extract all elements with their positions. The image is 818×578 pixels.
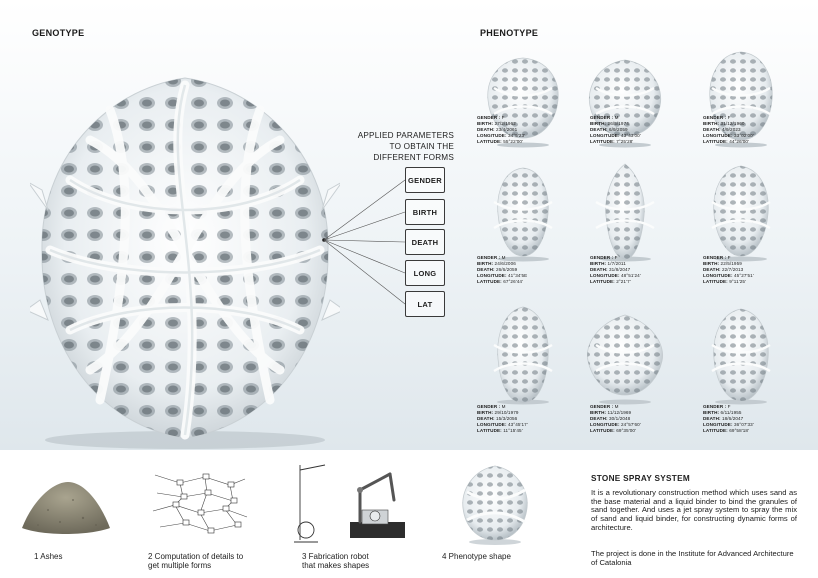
phenotype-4-longitude-value: 41°34'5E bbox=[507, 273, 528, 278]
fabrication-robot-image bbox=[290, 460, 410, 550]
phenotype-9-latitude-value: 69°58'18' bbox=[729, 428, 750, 433]
applied-parameters-caption bbox=[336, 130, 454, 163]
phenotype-1-birth-value: 27/2/1962 bbox=[494, 121, 516, 126]
phenotype-3-death-value: 4/9/2023 bbox=[722, 127, 741, 132]
phenotype-9-gender-value: F bbox=[727, 404, 731, 409]
phenotype-9-longitude-label: LONGITUDE: bbox=[703, 422, 734, 427]
param-box-long: LONG bbox=[405, 260, 445, 286]
phenotype-1-longitude-label: LONGITUDE: bbox=[477, 133, 508, 138]
phenotype-4-latitude-value: 67°26'44' bbox=[503, 279, 524, 284]
phenotype-2-gender-label: GENDER : bbox=[590, 115, 615, 120]
phenotype-6-gender-value: F bbox=[727, 255, 731, 260]
phenotype-5-latitude-value: 2°21'7' bbox=[616, 279, 631, 284]
phenotype-4-gender-value: M bbox=[501, 255, 506, 260]
phenotype-6-gender-label: GENDER : bbox=[703, 255, 728, 260]
step-2-caption bbox=[148, 552, 243, 570]
phenotype-3-latitude-label: LATITUDE: bbox=[703, 139, 730, 144]
param-box-lat: LAT bbox=[405, 291, 445, 317]
phenotype-1-death-value: 23/4/2061 bbox=[496, 127, 518, 132]
phenotype-2-death-label: DEATH: bbox=[590, 127, 609, 132]
phenotype-6-latitude-value: 9°11'25' bbox=[729, 279, 747, 284]
phenotype-9-longitude-value: 36°07'33' bbox=[733, 422, 754, 427]
phenotype-8-longitude-label: LONGITUDE: bbox=[590, 422, 621, 427]
phenotype-3-birth-value: 31/12/1960 bbox=[720, 121, 745, 126]
phenotype-2-death-value: 6/9/2059 bbox=[609, 127, 628, 132]
phenotype-6-latitude-label: LATITUDE: bbox=[703, 279, 730, 284]
phenotype-3-latitude bbox=[703, 139, 803, 145]
phenotype-6-longitude-value: 45°27'51' bbox=[733, 273, 754, 278]
phenotype-6-latitude bbox=[703, 279, 803, 285]
phenotype-7-death-value: 15/3/2056 bbox=[496, 416, 518, 421]
phenotype-info-9 bbox=[703, 404, 803, 434]
phenotype-4-death-label: DEATH: bbox=[477, 267, 496, 272]
phenotype-5-gender-value: F bbox=[614, 255, 618, 260]
phenotype-5-gender-label: GENDER : bbox=[590, 255, 615, 260]
phenotype-2-birth-value: 26/5/1974 bbox=[607, 121, 629, 126]
phenotype-6-death-value: 22/7/2013 bbox=[722, 267, 744, 272]
phenotype-3-longitude-label: LONGITUDE: bbox=[703, 133, 734, 138]
phenotype-title: PHENOTYPE bbox=[480, 28, 539, 38]
phenotype-1-latitude bbox=[477, 139, 577, 145]
phenotype-5-longitude-label: LONGITUDE: bbox=[590, 273, 621, 278]
phenotype-2-latitude-label: LATITUDE: bbox=[590, 139, 617, 144]
computation-diagram-image bbox=[145, 465, 255, 545]
phenotype-5-latitude bbox=[590, 279, 690, 285]
stone-spray-footer: The project is done in the Institute for Advanced Architecture of Catalonia bbox=[591, 549, 794, 567]
phenotype-8-death-value: 30/1/2048 bbox=[609, 416, 631, 421]
step-3-line2: that makes shapes bbox=[302, 561, 370, 570]
phenotype-9-birth-value: 6/11/1955 bbox=[720, 410, 742, 415]
phenotype-info-7 bbox=[477, 404, 577, 434]
phenotype-9-latitude-label: LATITUDE: bbox=[703, 428, 730, 433]
phenotype-2-latitude bbox=[590, 139, 690, 145]
phenotype-form-7 bbox=[480, 305, 566, 405]
params-caption-line3: DIFFERENT FORMS bbox=[373, 153, 454, 162]
phenotype-3-longitude-value: 33°02'00' bbox=[733, 133, 754, 138]
step-1-caption bbox=[34, 552, 62, 561]
phenotype-5-death-value: 31/8/2047 bbox=[609, 267, 631, 272]
phenotype-info-1 bbox=[477, 115, 577, 145]
phenotype-form-8 bbox=[582, 305, 668, 405]
parameter-connector-lines bbox=[320, 160, 410, 330]
phenotype-8-birth-label: BIRTH: bbox=[590, 410, 608, 415]
phenotype-5-birth-label: BIRTH: bbox=[590, 261, 608, 266]
phenotype-8-birth-value: 11/12/1969 bbox=[607, 410, 632, 415]
phenotype-8-death-label: DEATH: bbox=[590, 416, 609, 421]
phenotype-1-birth-label: BIRTH: bbox=[477, 121, 495, 126]
phenotype-8-longitude-value: 24°57'60' bbox=[620, 422, 641, 427]
phenotype-1-death-label: DEATH: bbox=[477, 127, 496, 132]
step-1-line1: 1 Ashes bbox=[34, 552, 63, 561]
phenotype-6-birth-label: BIRTH: bbox=[703, 261, 721, 266]
step-2-line2: get multiple forms bbox=[148, 561, 212, 570]
phenotype-info-5 bbox=[590, 255, 690, 285]
phenotype-info-2 bbox=[590, 115, 690, 145]
param-box-death: DEATH bbox=[405, 229, 445, 255]
phenotype-1-latitude-label: LATITUDE: bbox=[477, 139, 504, 144]
phenotype-9-gender-label: GENDER : bbox=[703, 404, 728, 409]
phenotype-form-5 bbox=[582, 162, 668, 262]
phenotype-8-latitude-label: LATITUDE: bbox=[590, 428, 617, 433]
phenotype-4-birth-value: 24/6/2006 bbox=[494, 261, 516, 266]
phenotype-8-latitude bbox=[590, 428, 690, 434]
step-4-caption bbox=[442, 552, 511, 561]
phenotype-7-latitude-value: 11°15'45' bbox=[503, 428, 523, 433]
phenotype-4-death-value: 26/6/2059 bbox=[496, 267, 518, 272]
step-3-caption bbox=[302, 552, 369, 570]
phenotype-info-4 bbox=[477, 255, 577, 285]
phenotype-1-gender-label: GENDER : bbox=[477, 115, 502, 120]
phenotype-9-latitude bbox=[703, 428, 803, 434]
phenotype-1-latitude-value: 55°22'00' bbox=[503, 139, 524, 144]
phenotype-1-longitude-value: 34°5'23' bbox=[507, 133, 526, 138]
params-caption-line2: TO OBTAIN THE bbox=[389, 142, 454, 151]
param-box-birth: BIRTH bbox=[405, 199, 445, 225]
phenotype-2-longitude-label: LONGITUDE: bbox=[590, 133, 621, 138]
phenotype-5-birth-value: 1/7/2011 bbox=[607, 261, 626, 266]
phenotype-7-latitude bbox=[477, 428, 577, 434]
phenotype-3-birth-label: BIRTH: bbox=[703, 121, 721, 126]
phenotype-shape-image bbox=[455, 462, 535, 547]
step-4-line1: 4 Phenotype shape bbox=[442, 552, 511, 561]
phenotype-2-birth-label: BIRTH: bbox=[590, 121, 608, 126]
phenotype-4-gender-label: GENDER : bbox=[477, 255, 502, 260]
phenotype-6-birth-value: 22/5/1959 bbox=[720, 261, 742, 266]
genotype-form-render bbox=[30, 70, 340, 450]
phenotype-2-latitude-value: 7°25'28' bbox=[616, 139, 634, 144]
phenotype-7-latitude-label: LATITUDE: bbox=[477, 428, 504, 433]
phenotype-5-latitude-label: LATITUDE: bbox=[590, 279, 617, 284]
phenotype-3-latitude-value: 44°26'00' bbox=[729, 139, 750, 144]
phenotype-info-3 bbox=[703, 115, 803, 145]
phenotype-form-6 bbox=[698, 162, 784, 262]
phenotype-form-9 bbox=[698, 305, 784, 405]
phenotype-6-death-label: DEATH: bbox=[703, 267, 722, 272]
phenotype-4-latitude bbox=[477, 279, 577, 285]
stone-spray-description: It is a revolutionary construction method which uses sand as the base material and a liquid binder to bind the granules of sand together. And uses a jet spray system to spray the mix of sand and liquid binder, for constructing dynamic forms of architecture. bbox=[591, 488, 797, 532]
phenotype-4-latitude-label: LATITUDE: bbox=[477, 279, 504, 284]
phenotype-2-gender-value: M bbox=[614, 115, 619, 120]
stone-spray-title: STONE SPRAY SYSTEM bbox=[591, 474, 690, 483]
phenotype-7-gender-value: M bbox=[501, 404, 506, 409]
phenotype-7-longitude-label: LONGITUDE: bbox=[477, 422, 508, 427]
ashes-pile-image bbox=[18, 470, 113, 540]
genotype-title: GENOTYPE bbox=[32, 28, 85, 38]
phenotype-6-longitude-label: LONGITUDE: bbox=[703, 273, 734, 278]
step-3-line1: 3 Fabrication robot bbox=[302, 552, 369, 561]
phenotype-9-death-value: 18/6/2047 bbox=[722, 416, 744, 421]
phenotype-4-longitude-label: LONGITUDE: bbox=[477, 273, 508, 278]
param-box-gender: GENDER bbox=[405, 167, 445, 193]
phenotype-7-longitude-value: 43°45'17' bbox=[507, 422, 528, 427]
params-caption-line1: APPLIED PARAMETERS bbox=[357, 131, 454, 140]
phenotype-1-gender-value: F bbox=[501, 115, 505, 120]
phenotype-info-8 bbox=[590, 404, 690, 434]
phenotype-7-gender-label: GENDER : bbox=[477, 404, 502, 409]
phenotype-3-gender-value: F bbox=[727, 115, 731, 120]
phenotype-3-death-label: DEATH: bbox=[703, 127, 722, 132]
phenotype-8-gender-label: GENDER : bbox=[590, 404, 615, 409]
phenotype-8-latitude-value: 69°35'00' bbox=[616, 428, 637, 433]
phenotype-5-death-label: DEATH: bbox=[590, 267, 609, 272]
phenotype-7-death-label: DEATH: bbox=[477, 416, 496, 421]
phenotype-8-gender-value: M bbox=[614, 404, 619, 409]
phenotype-form-4 bbox=[480, 162, 566, 262]
step-2-line1: 2 Computation of details to bbox=[148, 552, 244, 561]
phenotype-4-birth-label: BIRTH: bbox=[477, 261, 495, 266]
phenotype-3-gender-label: GENDER : bbox=[703, 115, 728, 120]
phenotype-9-death-label: DEATH: bbox=[703, 416, 722, 421]
phenotype-9-birth-label: BIRTH: bbox=[703, 410, 721, 415]
phenotype-info-6 bbox=[703, 255, 803, 285]
phenotype-7-birth-value: 29/10/1979 bbox=[494, 410, 519, 415]
phenotype-7-birth-label: BIRTH: bbox=[477, 410, 495, 415]
phenotype-5-longitude-value: 48°51'24' bbox=[620, 273, 641, 278]
phenotype-2-longitude-value: 43°43'00' bbox=[620, 133, 641, 138]
